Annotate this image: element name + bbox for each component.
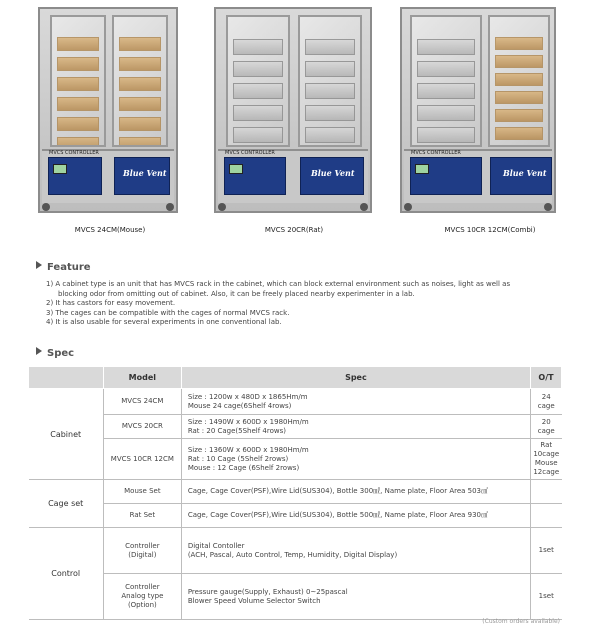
lcd-display-icon	[53, 164, 67, 174]
spec-header-row	[29, 367, 562, 389]
header-model: Model	[103, 367, 181, 389]
brand-panel	[490, 157, 552, 195]
triangle-right-icon	[36, 347, 42, 355]
lcd-display-icon	[229, 164, 243, 174]
feature-list	[46, 280, 566, 328]
product-mvcs-24cm	[0, 0, 200, 240]
group-cage-set: Cage set	[29, 480, 104, 528]
brand-panel	[114, 157, 170, 195]
ot-cell	[530, 504, 561, 528]
model-cell: MVCS 10CR 12CM	[103, 439, 181, 480]
cabinet-door-right	[298, 15, 362, 147]
cabinet-base	[404, 149, 552, 203]
feature-item: 2) It has castors for easy movement.	[46, 299, 176, 307]
table-row	[29, 480, 562, 504]
model-cell: Rat Set	[103, 504, 181, 528]
table-row	[29, 415, 562, 439]
table-row	[29, 504, 562, 528]
table-row	[29, 439, 562, 480]
cabinet-door-left	[226, 15, 290, 147]
lcd-display-icon	[415, 164, 429, 174]
model-cell: MVCS 20CR	[103, 415, 181, 439]
cabinet-image	[214, 7, 372, 213]
group-cabinet: Cabinet	[29, 389, 104, 480]
spec-cell: Pressure gauge(Supply, Exhaust) 0~25pascal Blower Speed Volume Selector Switch	[181, 574, 530, 620]
spec-cell: Size : 1360W x 600D x 1980Hm/m Rat : 10 Cage (5Shelf 2rows) Mouse : 12 Cage (6Shelf 2rows)	[181, 439, 530, 480]
panel-label: MVCS CONTROLLER	[411, 150, 461, 156]
triangle-right-icon	[36, 261, 42, 269]
brand-logo: Blue Vent	[311, 168, 355, 178]
castor-icon	[544, 203, 552, 211]
controller-panel	[48, 150, 102, 195]
product-mvcs-10cr-12cm	[400, 0, 600, 240]
header-ot: O/T	[530, 367, 561, 389]
custom-orders-note: (Custom orders available)	[482, 618, 560, 625]
feature-heading	[36, 261, 91, 273]
model-cell: Controller Analog type (Option)	[103, 574, 181, 620]
ot-cell: 20 cage	[530, 415, 561, 439]
castor-icon	[218, 203, 226, 211]
feature-item: 1) A cabinet type is an unit that has MVCS rack in the cabinet, which can block external environment such as noises, light as well as	[46, 280, 511, 288]
ot-cell: 1set	[530, 574, 561, 620]
cabinet-door-left	[410, 15, 482, 147]
brand-logo: Blue Vent	[123, 168, 167, 178]
table-row	[29, 528, 562, 574]
castor-icon	[166, 203, 174, 211]
ot-cell: 24 cage	[530, 389, 561, 415]
feature-title: Feature	[47, 262, 91, 273]
product-gallery	[0, 0, 600, 240]
castor-icon	[404, 203, 412, 211]
header-spec: Spec	[181, 367, 530, 389]
spec-table	[28, 366, 562, 620]
spec-cell: Size : 1200w x 480D x 1865Hm/m Mouse 24 cage(6Shelf 4rows)	[181, 389, 530, 415]
cabinet-door-right	[112, 15, 168, 147]
ot-cell: Rat 10cage Mouse 12cage	[530, 439, 561, 480]
group-control: Control	[29, 528, 104, 620]
feature-item: blocking odor from omitting out of cabinet. Also, it can be freely placed nearby experimenter in a lab.	[58, 289, 415, 298]
model-cell: Mouse Set	[103, 480, 181, 504]
spec-cell: Cage, Cage Cover(PSF),Wire Lid(SUS304), Bottle 300㎖, Name plate, Floor Area 503㎠	[181, 480, 530, 504]
cabinet-image	[400, 7, 556, 213]
model-cell: Controller (Digital)	[103, 528, 181, 574]
brand-logo: Blue Vent	[503, 168, 547, 178]
controller-panel	[410, 150, 482, 195]
spec-cell: Digital Contoller (ACH, Pascal, Auto Control, Temp, Humidity, Digital Display)	[181, 528, 530, 574]
cabinet-base	[42, 149, 174, 203]
brand-panel	[300, 157, 364, 195]
castor-icon	[360, 203, 368, 211]
spec-title: Spec	[47, 348, 75, 359]
table-row	[29, 574, 562, 620]
panel-label: MVCS CONTROLLER	[49, 150, 99, 156]
controller-panel	[224, 150, 286, 195]
product-caption: MVCS 20CR(Rat)	[264, 226, 324, 234]
ot-cell	[530, 480, 561, 504]
panel-label: MVCS CONTROLLER	[225, 150, 275, 156]
cabinet-door-left	[50, 15, 106, 147]
cabinet-door-right	[488, 15, 550, 147]
cabinet-image	[38, 7, 178, 213]
castor-icon	[42, 203, 50, 211]
feature-item: 3) The cages can be compatible with the cages of normal MVCS rack.	[46, 308, 290, 317]
product-mvcs-20cr	[200, 0, 400, 240]
product-caption: MVCS 24CM(Mouse)	[74, 226, 146, 234]
model-cell: MVCS 24CM	[103, 389, 181, 415]
cabinet-base	[218, 149, 368, 203]
spec-cell: Size : 1490W x 600D x 1980Hm/m Rat : 20 Cage(5Shelf 4rows)	[181, 415, 530, 439]
spec-heading	[36, 347, 74, 359]
spec-cell: Cage, Cage Cover(PSF),Wire Lid(SUS304), Bottle 500㎖, Name plate, Floor Area 930㎠	[181, 504, 530, 528]
header-group	[29, 367, 104, 389]
table-row	[29, 389, 562, 415]
ot-cell: 1set	[530, 528, 561, 574]
product-caption: MVCS 10CR 12CM(Combi)	[444, 226, 536, 234]
feature-item: 4) It is also usable for several experiments in one conventional lab.	[46, 318, 282, 326]
